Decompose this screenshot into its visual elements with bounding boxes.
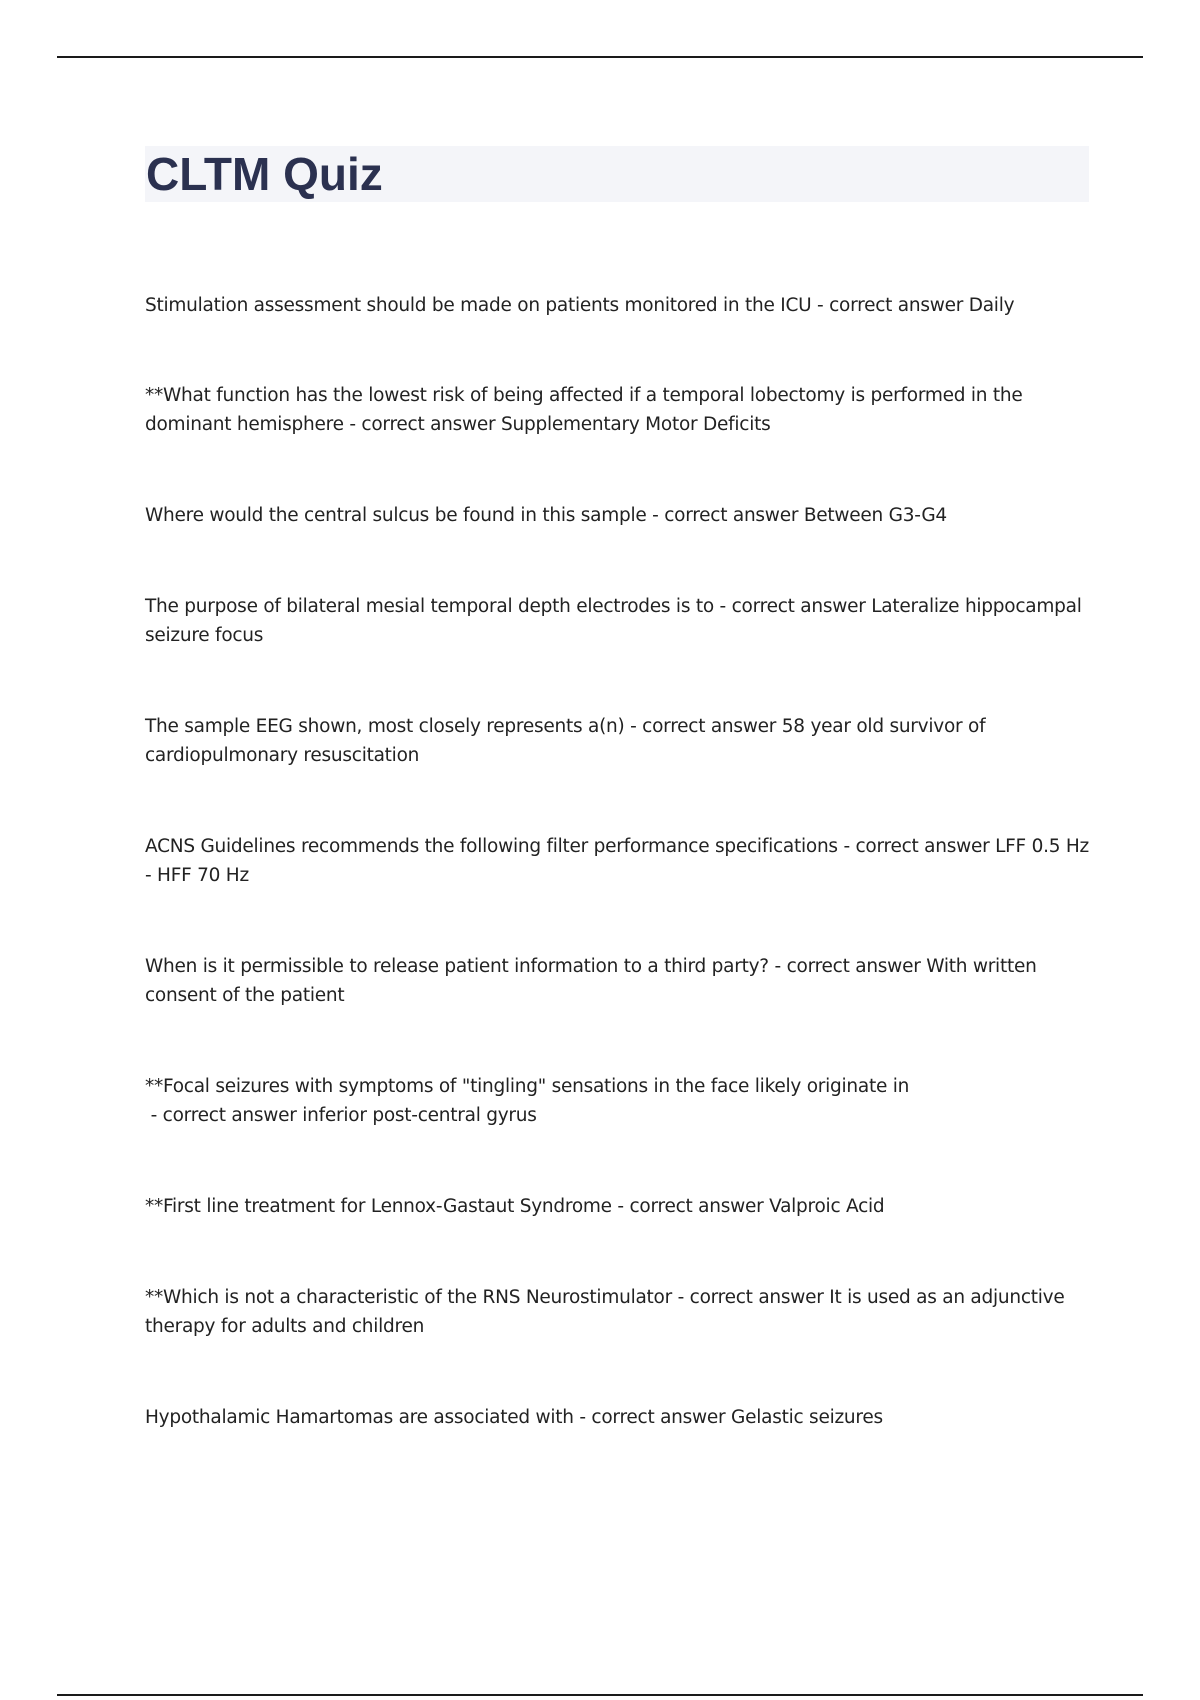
answer-separator: - correct answer bbox=[611, 1196, 770, 1217]
answer-separator: - correct answer bbox=[343, 413, 502, 435]
answer-separator: - correct answer bbox=[768, 956, 927, 977]
answer-text: Daily bbox=[968, 295, 1015, 316]
question-text: Hypothalamic Hamartomas are associated with bbox=[145, 1407, 574, 1428]
bottom-rule bbox=[57, 1694, 1143, 1696]
answer-separator: - correct answer bbox=[713, 596, 872, 617]
question-text: **Which is not a characteristic of the RNS Neurostimulator bbox=[145, 1287, 672, 1308]
question-text: ACNS Guidelines recommends the following filter performance specifications bbox=[145, 836, 838, 857]
answer-text: Lateralize hippocampal seizure focus bbox=[145, 596, 1082, 646]
answer-separator: - correct answer bbox=[811, 295, 969, 316]
qa-item-7 bbox=[145, 953, 1090, 1010]
answer-text: LFF 0.5 Hz - HFF 70 Hz bbox=[145, 836, 1090, 886]
answer-separator: - correct answer bbox=[837, 836, 996, 857]
answer-separator: - correct answer bbox=[573, 1407, 732, 1428]
qa-item-11 bbox=[145, 1404, 1090, 1433]
question-text: **Focal seizures with symptoms of "tingling" sensations in the face likely originate in bbox=[145, 1076, 910, 1097]
question-text: Stimulation assessment should be made on patients monitored in the ICU bbox=[145, 295, 812, 316]
qa-item-4 bbox=[145, 593, 1090, 650]
qa-item-2 bbox=[145, 382, 1090, 439]
answer-separator: - correct answer bbox=[671, 1287, 830, 1308]
question-text: The purpose of bilateral mesial temporal depth electrodes is to bbox=[145, 596, 714, 617]
question-text: The sample EEG shown, most closely represents a(n) bbox=[145, 716, 625, 737]
question-text: **First line treatment for Lennox-Gastaut Syndrome bbox=[145, 1196, 612, 1217]
qa-item-5 bbox=[145, 713, 1090, 770]
answer-text: With written consent of the patient bbox=[145, 956, 1037, 1006]
answer-text: Valproic Acid bbox=[769, 1196, 885, 1217]
answer-text: 58 year old survivor of cardiopulmonary resuscitation bbox=[145, 716, 986, 766]
answer-text: Supplementary Motor Deficits bbox=[501, 413, 771, 435]
answer-text: Gelastic seizures bbox=[731, 1407, 883, 1428]
qa-item-9 bbox=[145, 1193, 1090, 1222]
answer-text: Between G3-G4 bbox=[803, 505, 947, 526]
question-text: **What function has the lowest risk of being affected if a temporal lobectomy is performed in the dominant hemisphere bbox=[145, 385, 1023, 435]
qa-item-6 bbox=[145, 833, 1090, 890]
answer-separator: - correct answer bbox=[624, 716, 782, 737]
page-title: CLTM Quiz bbox=[146, 148, 383, 200]
question-text: When is it permissible to release patient information to a third party? bbox=[145, 956, 769, 977]
qa-item-8 bbox=[145, 1073, 1090, 1130]
answer-separator: - correct answer bbox=[145, 1104, 303, 1126]
qa-item-3 bbox=[145, 502, 1090, 531]
top-rule bbox=[57, 56, 1143, 58]
qa-item-10 bbox=[145, 1284, 1090, 1341]
answer-separator: - correct answer bbox=[646, 505, 804, 526]
question-text: Where would the central sulcus be found in this sample bbox=[145, 505, 647, 526]
answer-text: It is used as an adjunctive therapy for adults and children bbox=[145, 1287, 1065, 1337]
qa-item-1 bbox=[145, 292, 1090, 321]
answer-text: inferior post-central gyrus bbox=[302, 1104, 537, 1126]
